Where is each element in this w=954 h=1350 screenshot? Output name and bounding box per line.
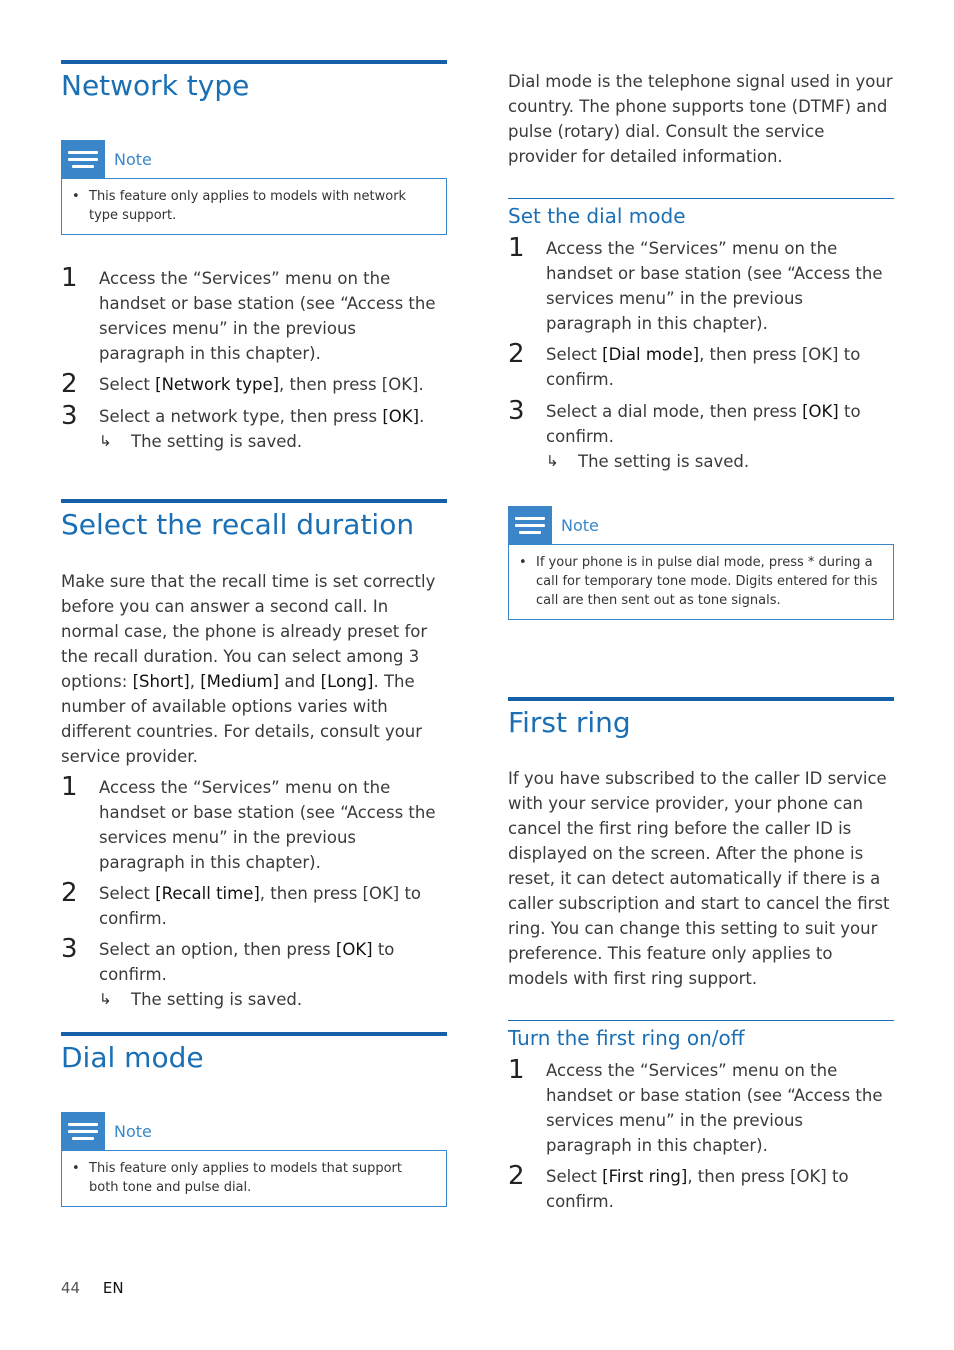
recall-heading: Select the recall duration bbox=[61, 499, 447, 542]
step-number: 3 bbox=[508, 396, 525, 426]
step-item bbox=[508, 1161, 894, 1214]
step-text: Select bbox=[99, 375, 156, 394]
section-first-ring bbox=[508, 697, 894, 1214]
step-option: [Dial mode] bbox=[602, 345, 700, 364]
step-text: Select an option, then press bbox=[99, 940, 336, 959]
step-option: [OK] bbox=[802, 402, 839, 421]
network-type-heading: Network type bbox=[61, 60, 447, 103]
step-item bbox=[61, 934, 447, 1012]
step-number: 2 bbox=[508, 339, 525, 369]
step-text: . bbox=[419, 407, 425, 426]
section-network-type bbox=[61, 60, 447, 454]
option-short: [Short] bbox=[132, 672, 190, 691]
step-item bbox=[508, 1055, 894, 1158]
recall-intro-text: . The number of available options varies with different countries. For details, consult your service provider. bbox=[61, 672, 423, 766]
step-number: 1 bbox=[61, 263, 78, 293]
option-medium: [Medium] bbox=[200, 672, 280, 691]
step-result bbox=[99, 429, 447, 454]
step-number: 2 bbox=[61, 878, 78, 908]
step-item bbox=[508, 339, 894, 392]
step-item bbox=[508, 233, 894, 336]
result-arrow-icon: ↳ bbox=[546, 452, 559, 470]
step-text: Access the “Services” menu on the handset or base station (see “Access the services menu” in the previous paragraph in this chapter). bbox=[546, 1061, 883, 1155]
language-code: EN bbox=[102, 1279, 124, 1297]
step-option: [Network type] bbox=[155, 375, 280, 394]
step-result bbox=[546, 449, 894, 474]
result-arrow-icon: ↳ bbox=[99, 990, 112, 1008]
first-ring-steps bbox=[508, 1055, 894, 1214]
note-icon bbox=[61, 140, 105, 178]
step-item bbox=[61, 772, 447, 875]
set-dial-heading: Set the dial mode bbox=[508, 198, 894, 229]
recall-intro-text: Make sure that the recall time is set correctly before you can answer a second call. In normal case, the phone is already preset for the recall duration. You can select among 3 options: bbox=[61, 572, 436, 691]
step-text: Select a network type, then press bbox=[99, 407, 383, 426]
result-text: The setting is saved. bbox=[578, 452, 750, 471]
note-text: • If your phone is in pulse dial mode, press * during a call for temporary tone mode. Digits entered for this call are then sent out as tone signals. bbox=[508, 544, 894, 620]
separator: and bbox=[279, 672, 321, 691]
recall-steps bbox=[61, 772, 447, 1012]
step-text: Select bbox=[546, 1167, 603, 1186]
note-text: • This feature only applies to models that support both tone and pulse dial. bbox=[61, 1150, 447, 1207]
dial-mode-note bbox=[61, 1112, 447, 1207]
step-option: [OK] bbox=[335, 940, 373, 959]
step-number: 2 bbox=[61, 369, 78, 399]
step-text: , then press [OK] to confirm. bbox=[546, 345, 861, 389]
step-number: 2 bbox=[508, 1161, 525, 1191]
dial-mode-heading: Dial mode bbox=[61, 1032, 447, 1075]
note-icon bbox=[508, 506, 552, 544]
step-text: Access the “Services” menu on the handset or base station (see “Access the services menu” in the previous paragraph in this chapter). bbox=[99, 269, 436, 363]
section-dial-mode bbox=[61, 1032, 447, 1207]
page-footer bbox=[61, 1279, 124, 1297]
step-text: to confirm. bbox=[546, 402, 861, 446]
step-item bbox=[61, 263, 447, 366]
page-number: 44 bbox=[61, 1279, 81, 1297]
step-option: [Recall time] bbox=[155, 884, 260, 903]
first-ring-heading: First ring bbox=[508, 697, 894, 740]
result-arrow-icon: ↳ bbox=[99, 432, 112, 450]
step-item bbox=[508, 396, 894, 474]
step-text: Select bbox=[99, 884, 156, 903]
note-label: Note bbox=[114, 1121, 152, 1141]
step-option: [OK] bbox=[382, 407, 420, 426]
step-number: 1 bbox=[508, 1055, 525, 1085]
set-dial-steps bbox=[508, 233, 894, 474]
note-icon bbox=[61, 1112, 105, 1150]
step-text: , then press [OK] to confirm. bbox=[546, 1167, 849, 1211]
option-long: [Long] bbox=[320, 672, 374, 691]
step-item bbox=[61, 878, 447, 931]
step-text: Select bbox=[546, 345, 603, 364]
section-set-dial-mode bbox=[508, 198, 894, 620]
step-result bbox=[99, 987, 447, 1012]
dial-mode-intro: Dial mode is the telephone signal used in your country. The phone supports tone (DTMF) and pulse (rotary) dial. Consult the service provider for detailed information. bbox=[508, 72, 893, 166]
result-text: The setting is saved. bbox=[131, 432, 303, 451]
section-recall-duration bbox=[61, 499, 447, 1012]
step-item bbox=[61, 369, 447, 399]
note-text: • This feature only applies to models with network type support. bbox=[61, 178, 447, 235]
set-dial-note bbox=[508, 506, 894, 620]
step-number: 3 bbox=[61, 934, 78, 964]
step-text: Select a dial mode, then press bbox=[546, 402, 803, 421]
step-text: Access the “Services” menu on the handset or base station (see “Access the services menu” in the previous paragraph in this chapter). bbox=[99, 778, 436, 872]
step-option: [First ring] bbox=[602, 1167, 688, 1186]
step-text: , then press [OK] to confirm. bbox=[99, 884, 422, 928]
step-number: 1 bbox=[61, 772, 78, 802]
first-ring-intro: If you have subscribed to the caller ID service with your service provider, your phone can cancel the first ring before the caller ID is displayed on the screen. After the phone is reset, it can detect automatically if there is a caller subscription and start to cancel the first ring. You can change this setting to suit your preference. This feature only applies to models with first ring support. bbox=[508, 769, 890, 988]
step-text: to confirm. bbox=[99, 940, 395, 984]
result-text: The setting is saved. bbox=[131, 990, 303, 1009]
step-number: 3 bbox=[61, 401, 78, 431]
recall-intro bbox=[61, 569, 447, 769]
step-item bbox=[61, 401, 447, 454]
network-type-note bbox=[61, 140, 447, 235]
separator: , bbox=[189, 672, 201, 691]
step-number: 1 bbox=[508, 233, 525, 263]
network-type-steps bbox=[61, 263, 447, 454]
note-label: Note bbox=[561, 515, 599, 535]
turn-first-ring-heading: Turn the first ring on/off bbox=[508, 1020, 894, 1051]
note-label: Note bbox=[114, 149, 152, 169]
step-text: Access the “Services” menu on the handset or base station (see “Access the services menu” in the previous paragraph in this chapter). bbox=[546, 239, 883, 333]
step-text: , then press [OK]. bbox=[279, 375, 424, 394]
